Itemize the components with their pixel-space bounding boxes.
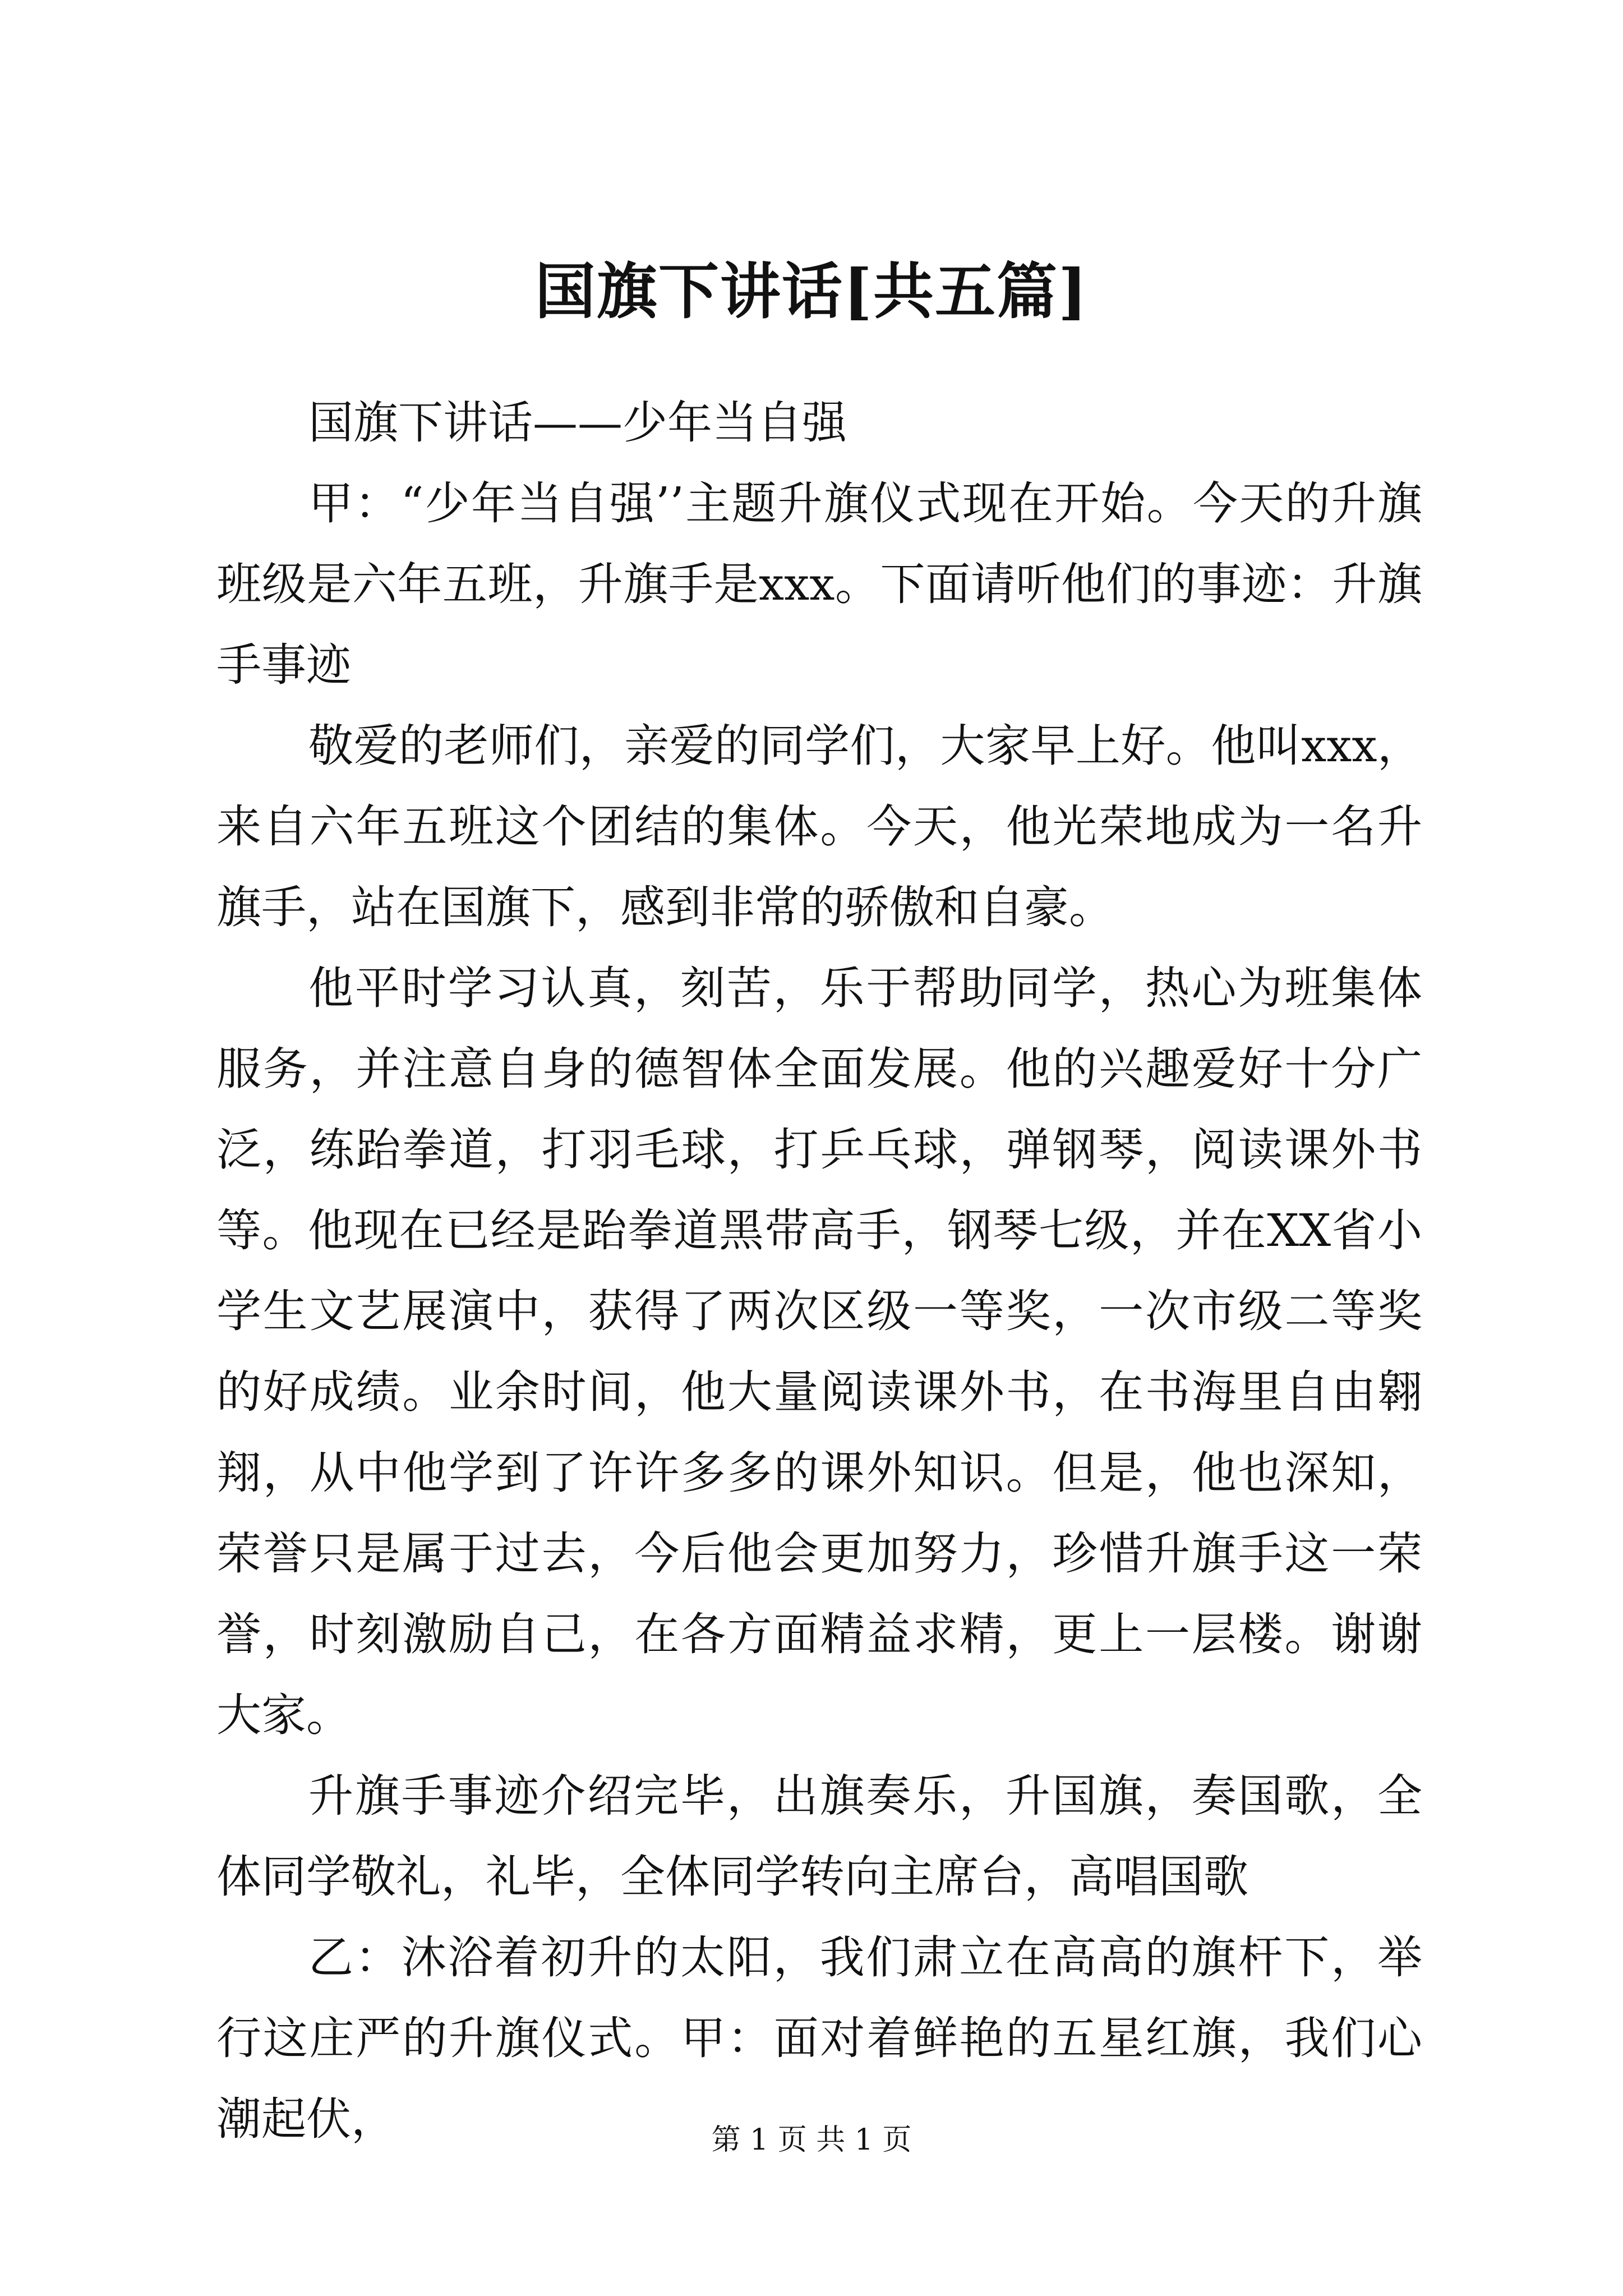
paragraph: 甲：“少年当自强’’主题升旗仪式现在开始。今天的升旗班级是六年五班，升旗手是xxx。下面请听他们的事迹：升旗手事迹 (216, 477, 1422, 691)
paragraph: 升旗手事迹介绍完毕，出旗奏乐，升国旗，奏国歌，全体同学敬礼，礼毕，全体同学转向主席台，高唱国歌 (216, 1770, 1422, 1903)
paragraph: 敬爱的老师们，亲爱的同学们，大家早上好。他叫xxx，来自六年五班这个团结的集体。今天，他光荣地成为一名升旗手，站在国旗下，感到非常的骄傲和自豪。 (216, 720, 1422, 933)
page-footer: 第 1 页 共 1 页 (711, 2123, 912, 2157)
paragraph: 乙：沐浴着初升的太阳，我们肃立在高高的旗杆下，举行这庄严的升旗仪式。甲：面对着鲜艳的五星红旗，我们心潮起伏， (216, 1931, 1422, 2145)
paragraph: 他平时学习认真，刻苦，乐于帮助同学，热心为班集体服务，并注意自身的德智体全面发展。他的兴趣爱好十分广泛，练跆拳道，打羽毛球，打乒乓球，弹钢琴，阅读课外书等。他现在已经是跆拳道黑带高手，钢琴七级，并在XX省小学生文艺展演中，获得了两次区级一等奖，一次市级二等奖的好成绩。业余时间，他大量阅读课外书，在书海里自由翱翔，从中他学到了许许多多的课外知识。但是，他也深知，荣誉只是属于过去，今后他会更加努力，珍惜升旗手这一荣誉，时刻激励自己，在各方面精益求精，更上一层楼。谢谢大家。 (216, 962, 1422, 1741)
document-body (216, 383, 1422, 2160)
paragraph: 国旗下讲话——少年当自强 (308, 397, 847, 449)
document-title: 国旗下讲话[共五篇] (534, 256, 1089, 327)
